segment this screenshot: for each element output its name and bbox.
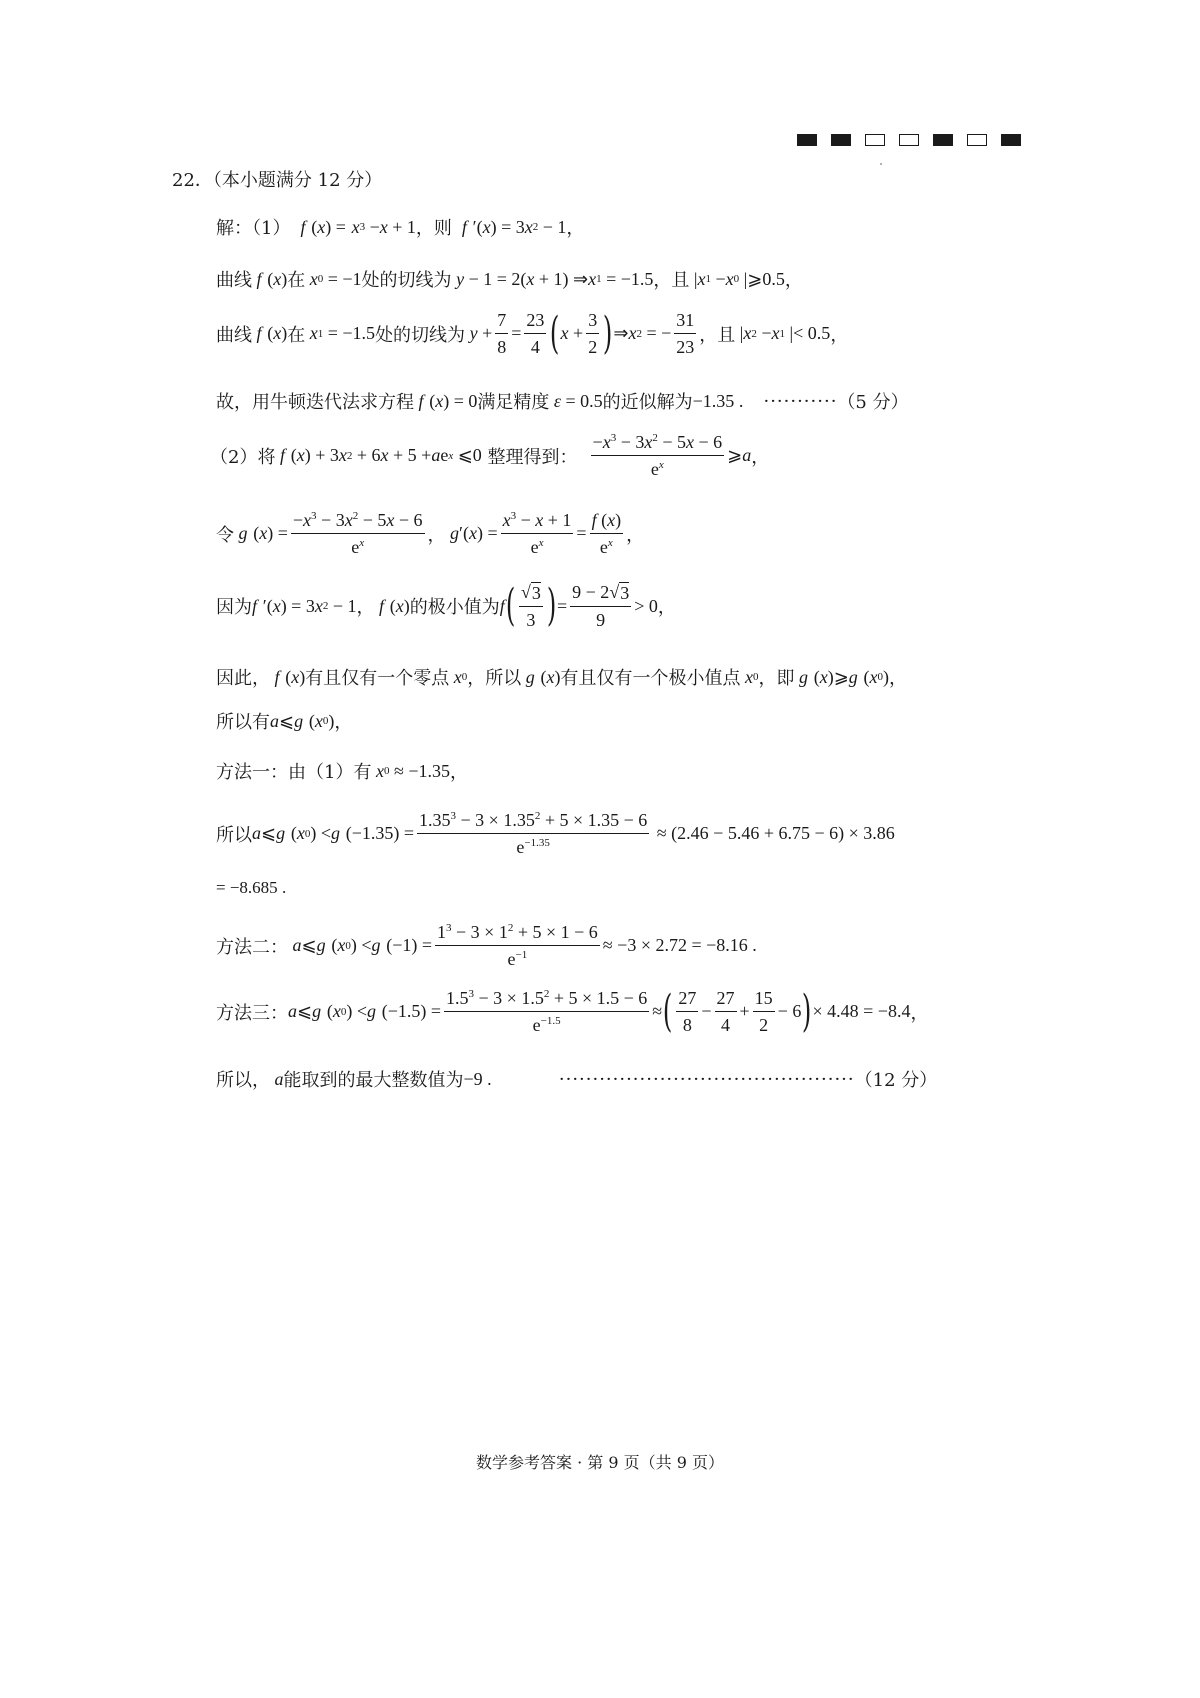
block-mark-filled [1001,134,1021,146]
solution-line-4: 故，用牛顿迭代法求方程 f ( x ) = 0 满足精度 ε = 0.5 的近似解为 −1.35 . ··········· （5 分） [216,388,909,414]
line-text: 所以， [216,1070,270,1091]
line-text: 所以 [216,824,252,846]
solution-line-15: 所以， a 能取到的最大整数值为 −9 . ············································ （12 分） [216,1066,937,1092]
approx-root-value: −1.35 [692,390,735,411]
final-answer-value: −9 [463,1068,483,1089]
scan-speck [880,163,882,165]
block-mark-empty [865,134,885,146]
line-text: 所以有 [216,712,270,733]
solution-line-8: 因此， f ( x ) 有且仅有一个零点 x 0 ，所以 g ( x ) 有且仅有一个极小值点 x 0 ，即 g ( x )⩾ g ( x 0 ) ， [216,664,907,690]
line-text: 方法一：由（1）有 [216,762,372,783]
block-mark-empty [967,134,987,146]
line-text: 的极小值为 [409,597,500,619]
line-text: 因此， [216,668,270,689]
solution-line-14: 方法三： a ⩽ g ( x 0 ) < g (−1.5) = $\frac{1.5^3 - 3 \times 1.5^2 + 5 \times 1.5 - 6}{e^{-1.5}}$ ≈ ( $\frac{27}{8}$ − $\frac{27}{4}$ + $\frac{15}{2}$ − 6 ) × 4.48 = −8.4 ， [216,985,929,1037]
line-text: ，则 [415,218,452,239]
line-text: 曲线 [216,270,252,291]
line-text: 令 [216,524,234,546]
line-text: 因为 [216,597,252,619]
line-text: 整理得到： [487,446,578,468]
score-mark: （12 分） [854,1070,938,1091]
line-text: 有且仅有一个零点 [305,668,450,689]
block-mark-filled [933,134,953,146]
line-text: 满足精度 [477,392,550,413]
line-text: ，即 [758,668,795,689]
page-footer: 数学参考答案 · 第 9 页（共 9 页） [476,1453,724,1472]
solution-line-1: 解：（1） f ( x ) = x 3 − x + 1 ，则 f ′( x ) = 3 x 2 − 1 ， [216,214,584,240]
solution-line-7: 因为 f ′( x ) = 3 x 2 − 1 ， f ( x ) 的极小值为 f ( √ 3 3 ) = 9 − 2 √ 3 9 > 0 ， [216,580,676,632]
solution-line-12: = −8.685 . [216,878,287,897]
line-text: 的近似解为 [602,392,693,413]
line-text: ，且 [653,270,690,291]
solution-line-11: 所以 a ⩽ g ( x 0 ) < g (−1.35) = $\frac{1.35^3 - 3 \times 1.35^2 + 5 \times 1.35 - 6}{e^{-1.35}}$ ≈ (2.46 − 5.46 + 6.75 − 6) × 3.86 [216,810,895,857]
problem-number-text: 22．（本小题满分 12 分） [172,170,383,191]
line-text: 处的切线为 [375,324,466,346]
line-text: 曲线 [216,324,252,346]
method-one-result: = −8.685 [216,878,278,897]
solution-line-9: 所以有 a ⩽ g ( x 0 ) ， [216,708,352,734]
line-text: 处的切线为 [361,270,452,291]
solution-line-5: （2）将 f ( x ) + 3 x 2 + 6 x + 5 + a e x ⩽0 整理得到： $\frac{-x^3 - 3x^2 - 5x - 6}{e^x}$ ⩾ a ， [210,432,770,479]
line-text: ，所以 [467,668,522,689]
solution-line-6: 令 g ( x ) = $\frac{-x^3 - 3x^2 - 5x - 6}{e^x}$ ， g ′( x ) = $\frac{x^3 - x + 1}{e^x}$ = $\frac{f (x)}{e^x}$ ， [216,510,645,557]
line-text: 故，用牛顿迭代法求方程 [216,392,414,413]
line-label: 解：（1） [216,218,291,239]
block-mark-empty [899,134,919,146]
solution-line-13: 方法二： a ⩽ g ( x 0 ) < g (−1) = $\frac{1^3 - 3 \times 1^2 + 5 \times 1 - 6}{e^{-1}}$ ≈ −3 × 2.72 = −8.16 . [216,922,757,969]
block-mark-filled [831,134,851,146]
line-text: ，且 [699,324,736,346]
line-text: 方法二： [216,936,288,958]
line-text: 方法三： [216,1002,288,1024]
solution-line-10: 方法一：由（1）有 x 0 ≈ −1.35 ， [216,758,468,784]
line-label: （2）将 [210,446,276,468]
solution-line-3: 曲线 f ( x ) 在 x 1 = −1.5 处的切线为 y + $\frac{7}{8}$ = $\frac{23}{4}$ ( x + $\frac{3}{2}$ ) ⇒ x 2 = − $\frac{31}{23}$ ，且 | x 2 − x 1 |< 0.5 ， [216,307,849,359]
solution-line-2: 曲线 f ( x ) 在 x 0 = −1 处的切线为 y − 1 = 2( x + 1) ⇒ x 1 = −1.5 ，且 | x 1 − x 0 |⩾0.5 ， [216,266,803,292]
method-three-result: × 4.48 = −8.4 [812,1001,911,1022]
line-text: 有且仅有一个极小值点 [560,668,741,689]
method-two-result: ≈ −3 × 2.72 = −8.16 [602,935,748,956]
line-text: 能取到的最大整数值为 [283,1070,464,1091]
score-mark: （5 分） [837,392,909,413]
problem-number [172,166,382,192]
header-block-marks [797,134,1021,146]
block-mark-filled [797,134,817,146]
